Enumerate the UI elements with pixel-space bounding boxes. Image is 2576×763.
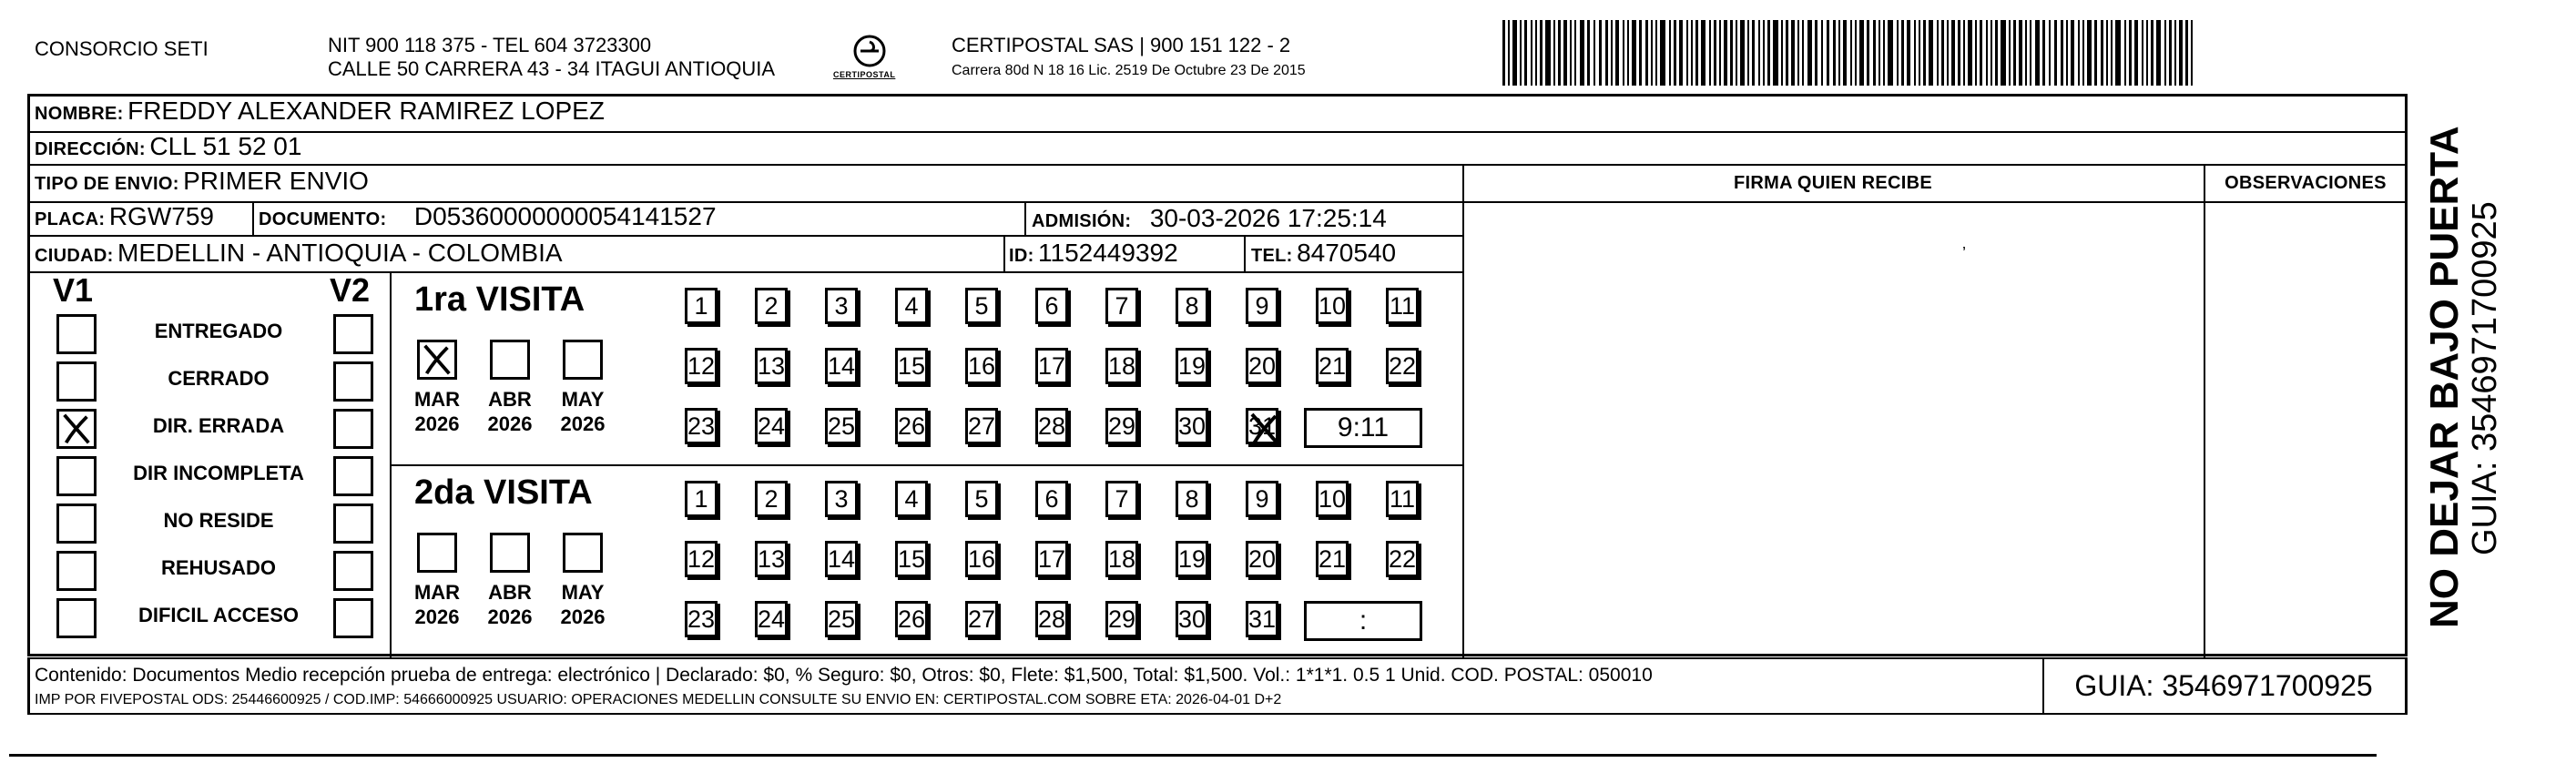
barcode-bar [2066, 20, 2068, 86]
barcode-bar [1520, 20, 1522, 86]
first-visit-day-box[interactable]: 31 [1246, 408, 1278, 444]
first-visit-year-label: 2026 [414, 412, 460, 435]
barcode-bar [1986, 20, 1988, 86]
barcode-bar [1679, 20, 1683, 86]
footer-content-line: Contenido: Documentos Medio recepción prueba de entrega: electrónico | Declarado: $0, % Seguro: $0, Otros: $0, Flete: $1,500, Total: $1,500. Vol.: 1*1*1. 0.5 1 Unid. COD. POSTAL: 050010 [35, 665, 1653, 686]
barcode-bar [1611, 20, 1613, 86]
barcode-bar [1740, 20, 1745, 86]
barcode-bar [2019, 20, 2022, 86]
tel-value: 8470540 [1297, 239, 1397, 267]
barcode-bar [1714, 20, 1716, 86]
second-visit-day-box[interactable]: 29 [1105, 601, 1138, 637]
barcode-bar [1623, 20, 1624, 86]
barcode-bar [1888, 20, 1893, 86]
first-visit-day-box[interactable]: 21 [1316, 348, 1349, 384]
barcode-bar [1838, 20, 1840, 86]
barcode-bar [1627, 20, 1629, 86]
barcode-bar [1660, 20, 1665, 86]
barcode-bar [1791, 20, 1795, 86]
nombre-label: NOMBRE: [35, 104, 124, 124]
barcode-bar [2185, 20, 2188, 86]
barcode-bar [1651, 20, 1653, 86]
status-label: CERRADO [168, 367, 270, 390]
second-visit-day-box[interactable]: 15 [895, 541, 928, 577]
nombre-value: FREDDY ALEXANDER RAMIREZ LOPEZ [127, 97, 605, 125]
tipo-envio-label: TIPO DE ENVIO: [35, 174, 179, 194]
placa-field [35, 202, 214, 231]
barcode-bar [1919, 20, 1920, 86]
second-visit-month-label: MAY [561, 581, 605, 604]
barcode-bar [2106, 20, 2108, 86]
status-label: DIR. ERRADA [152, 414, 285, 437]
second-visit-day-box[interactable]: 21 [1316, 541, 1349, 577]
barcode-bar [2061, 20, 2063, 86]
first-visit-day-box[interactable]: 5 [965, 288, 998, 324]
second-visit-day-box[interactable]: 1 [685, 481, 718, 517]
second-visit-title: 2da VISITA [414, 473, 593, 512]
second-visit-month-label: MAR [413, 581, 461, 604]
first-visit-day-box[interactable]: 7 [1105, 288, 1138, 324]
first-visit-day-box[interactable]: 25 [825, 408, 858, 444]
v1-checkbox[interactable] [56, 361, 97, 402]
admision-field [1032, 204, 1387, 233]
barcode-bar [1995, 20, 1998, 86]
first-visit-year-label: 2026 [487, 412, 533, 435]
ciudad-row [35, 239, 563, 268]
barcode-bar [1580, 20, 1584, 86]
barcode [1502, 20, 2204, 86]
second-visit-day-box[interactable]: 25 [825, 601, 858, 637]
barcode-bar [2134, 20, 2138, 86]
first-visit-day-mark-icon [1247, 409, 1283, 449]
v1-checkbox[interactable] [56, 409, 97, 449]
barcode-bar [1701, 20, 1705, 86]
barcode-bar [1951, 20, 1955, 86]
barcode-bar [1535, 20, 1537, 86]
barcode-bar [2124, 20, 2126, 86]
barcode-bar [2179, 20, 2183, 86]
second-visit-month-label: ABR [488, 581, 532, 604]
first-visit-day-box[interactable]: 23 [685, 408, 718, 444]
barcode-bar [2111, 20, 2113, 86]
barcode-bar [2169, 20, 2172, 86]
v2-header: V2 [330, 271, 371, 309]
barcode-bar [1615, 20, 1619, 86]
certipostal-line: CERTIPOSTAL SAS | 900 151 122 - 2 [952, 34, 1291, 56]
barcode-bar [1963, 20, 1965, 86]
barcode-bar [1736, 20, 1737, 86]
first-visit-day-box[interactable]: 3 [825, 288, 858, 324]
barcode-bar [1605, 20, 1608, 86]
second-visit-month-checkbox[interactable] [417, 533, 457, 573]
id-field [1009, 239, 1178, 268]
barcode-bar [2009, 20, 2011, 86]
barcode-bar [1758, 20, 1760, 86]
barcode-bar [1947, 20, 1949, 86]
license-line: Carrera 80d N 18 16 Lic. 2519 De Octubre 23 De 2015 [952, 63, 1306, 78]
first-visit-day-box[interactable]: 13 [755, 348, 788, 384]
barcode-bar [1645, 20, 1648, 86]
barcode-bar [2001, 20, 2006, 86]
second-visit-day-box[interactable]: 14 [825, 541, 858, 577]
second-visit-year-label: 2026 [414, 605, 460, 628]
v2-checkbox[interactable] [333, 361, 373, 402]
first-visit-day-box[interactable]: 22 [1386, 348, 1419, 384]
barcode-bar [1879, 20, 1880, 86]
barcode-bar [2156, 20, 2161, 86]
barcode-bar [1730, 20, 1733, 86]
barcode-bar [1553, 20, 1555, 86]
barcode-bar [2013, 20, 2016, 86]
barcode-bar [1859, 20, 1864, 86]
second-visit-day-box[interactable]: 27 [965, 601, 998, 637]
direccion-value: CLL 51 52 01 [149, 132, 302, 160]
barcode-bar [1815, 20, 1817, 86]
v2-checkbox[interactable] [333, 504, 373, 544]
barcode-bar [1867, 20, 1869, 86]
barcode-bar [1587, 20, 1590, 86]
first-visit-year-label: 2026 [560, 412, 606, 435]
barcode-bar [1632, 20, 1636, 86]
barcode-bar [1674, 20, 1676, 86]
side-guia: GUIA: 3546971700925 [2466, 201, 2504, 555]
second-visit-day-box[interactable]: 12 [685, 541, 718, 577]
v1-header: V1 [53, 271, 94, 309]
no-dejar-bajo-puerta: NO DEJAR BAJO PUERTA [2422, 126, 2467, 628]
first-visit-day-box[interactable]: 1 [685, 288, 718, 324]
barcode-bar [1570, 20, 1572, 86]
barcode-bar [1975, 20, 1977, 86]
id-value: 1152449392 [1038, 239, 1178, 267]
barcode-bar [1540, 20, 1543, 86]
second-visit-day-box[interactable]: 24 [755, 601, 788, 637]
barcode-bar [2049, 20, 2051, 86]
placa-value: RGW759 [108, 202, 214, 230]
certipostal-logo-icon [851, 33, 888, 69]
first-visit-day-box[interactable]: 16 [965, 348, 998, 384]
second-visit-day-box[interactable]: 18 [1105, 541, 1138, 577]
first-visit-time-box[interactable]: 9:11 [1304, 408, 1422, 448]
second-visit-day-box[interactable]: 30 [1176, 601, 1208, 637]
logo-caption: CERTIPOSTAL [833, 70, 896, 79]
v1-checkbox[interactable] [56, 598, 97, 638]
first-visit-day-box[interactable]: 14 [825, 348, 858, 384]
tel-label: TEL: [1251, 246, 1293, 266]
v2-checkbox[interactable] [333, 314, 373, 354]
v2-checkbox[interactable] [333, 598, 373, 638]
barcode-bar [2025, 20, 2027, 86]
second-visit-day-box[interactable]: 17 [1035, 541, 1068, 577]
documento-label: DOCUMENTO: [259, 209, 387, 229]
barcode-bar [1883, 20, 1885, 86]
barcode-bar [1593, 20, 1595, 86]
first-visit-day-box[interactable]: 4 [895, 288, 928, 324]
barcode-bar [2129, 20, 2132, 86]
first-visit-day-box[interactable]: 27 [965, 408, 998, 444]
first-visit-day-box[interactable]: 28 [1035, 408, 1068, 444]
first-visit-day-box[interactable]: 12 [685, 348, 718, 384]
documento-field [259, 202, 717, 231]
barcode-bar [2146, 20, 2148, 86]
company-name: CONSORCIO SETI [35, 37, 209, 60]
barcode-bar [1574, 20, 1576, 86]
barcode-bar [1873, 20, 1876, 86]
first-visit-title: 1ra VISITA [414, 280, 585, 319]
placa-label: PLACA: [35, 209, 106, 229]
barcode-bar [1941, 20, 1944, 86]
first-visit-day-box[interactable]: 17 [1035, 348, 1068, 384]
barcode-bar [1773, 20, 1778, 86]
status-label: NO RESIDE [163, 509, 274, 532]
barcode-bar [1958, 20, 1960, 86]
barcode-bar [1719, 20, 1721, 86]
second-visit-year-label: 2026 [560, 605, 606, 628]
v2-checkbox[interactable] [333, 409, 373, 449]
first-visit-day-box[interactable]: 2 [755, 288, 788, 324]
first-visit-day-box[interactable]: 24 [755, 408, 788, 444]
second-visit-day-box[interactable]: 16 [965, 541, 998, 577]
first-visit-month-label: MAY [561, 388, 605, 411]
footer-imp-line: IMP POR FIVEPOSTAL ODS: 25446600925 / COD.IMP: 54666000925 USUARIO: OPERACIONES MEDELLIN CONSULTE SU ENVIO EN: CERTIPOSTAL.COM SOBRE ETA: 2026-04-01 D+2 [35, 692, 1282, 707]
barcode-bar [1937, 20, 1939, 86]
first-visit-month-label: ABR [488, 388, 532, 411]
barcode-bar [1850, 20, 1852, 86]
v2-checkbox[interactable] [333, 456, 373, 496]
barcode-bar [1797, 20, 1799, 86]
ciudad-value: MEDELLIN - ANTIOQUIA - COLOMBIA [117, 239, 563, 267]
barcode-bar [2054, 20, 2057, 86]
barcode-bar [1968, 20, 1972, 86]
barcode-bar [1691, 20, 1693, 86]
barcode-bar [1508, 20, 1510, 86]
barcode-bar [2094, 20, 2097, 86]
barcode-bar [1599, 20, 1602, 86]
direccion-row [35, 132, 301, 161]
barcode-bar [1767, 20, 1770, 86]
v1-checkbox[interactable] [56, 314, 97, 354]
first-visit-month-checkbox[interactable] [417, 340, 457, 380]
barcode-bar [1901, 20, 1904, 86]
barcode-bar [1923, 20, 1926, 86]
barcode-bar [1695, 20, 1698, 86]
barcode-bar [1763, 20, 1765, 86]
admision-label: ADMISIÓN: [1032, 211, 1132, 231]
second-visit-day-box[interactable]: 7 [1105, 481, 1138, 517]
barcode-bar [1807, 20, 1812, 86]
barcode-bar [1669, 20, 1671, 86]
first-visit-day-box[interactable]: 9 [1246, 288, 1278, 324]
second-visit-day-box[interactable]: 28 [1035, 601, 1068, 637]
second-visit-day-box[interactable]: 6 [1035, 481, 1068, 517]
barcode-bar [1512, 20, 1517, 86]
first-visit-day-box[interactable]: 15 [895, 348, 928, 384]
barcode-bar [1558, 20, 1561, 86]
direccion-label: DIRECCIÓN: [35, 139, 146, 159]
second-visit-day-box[interactable]: 10 [1316, 481, 1349, 517]
second-visit-day-box[interactable]: 26 [895, 601, 928, 637]
id-label: ID: [1009, 246, 1034, 266]
barcode-bar [2078, 20, 2080, 86]
first-visit-day-box[interactable]: 26 [895, 408, 928, 444]
barcode-bar [1639, 20, 1642, 86]
second-visit-day-box[interactable]: 19 [1176, 541, 1208, 577]
tipo-envio-value: PRIMER ENVIO [183, 167, 369, 195]
nombre-row [35, 97, 605, 126]
footer-guia: GUIA: 3546971700925 [2074, 669, 2373, 702]
barcode-bar [1833, 20, 1836, 86]
status-label: DIFICIL ACCESO [137, 604, 299, 626]
tipo-envio-row [35, 167, 369, 196]
barcode-bar [1747, 20, 1749, 86]
documento-value: D05360000000054141527 [413, 202, 717, 230]
barcode-bar [2174, 20, 2176, 86]
v1-checkbox[interactable] [56, 456, 97, 496]
barcode-bar [1655, 20, 1657, 86]
second-visit-day-box[interactable]: 3 [825, 481, 858, 517]
v1-checkbox[interactable] [56, 504, 97, 544]
second-visit-day-box[interactable]: 23 [685, 601, 718, 637]
v1-checkbox[interactable] [56, 551, 97, 591]
second-visit-year-label: 2026 [487, 605, 533, 628]
second-visit-day-box[interactable]: 31 [1246, 601, 1278, 637]
first-visit-month-label: MAR [413, 388, 461, 411]
barcode-bar [2164, 20, 2166, 86]
barcode-bar [1786, 20, 1788, 86]
barcode-bar [1929, 20, 1933, 86]
first-visit-day-box[interactable]: 18 [1105, 348, 1138, 384]
barcode-bar [2082, 20, 2084, 86]
barcode-bar [2115, 20, 2121, 86]
barcode-bar [1563, 20, 1567, 86]
barcode-bar [1524, 20, 1527, 86]
first-visit-day-box[interactable]: 20 [1246, 348, 1278, 384]
first-visit-month-checkbox[interactable] [490, 340, 530, 380]
tel-field [1251, 239, 1396, 268]
second-visit-day-box[interactable]: 2 [755, 481, 788, 517]
second-visit-month-checkbox[interactable] [490, 533, 530, 573]
status-label: DIR INCOMPLETA [133, 462, 304, 484]
first-visit-day-box[interactable]: 10 [1316, 288, 1349, 324]
barcode-bar [1752, 20, 1755, 86]
second-visit-day-box[interactable]: 20 [1246, 541, 1278, 577]
v2-checkbox[interactable] [333, 551, 373, 591]
barcode-bar [2087, 20, 2092, 86]
first-visit-day-box[interactable]: 8 [1176, 288, 1208, 324]
barcode-bar [1545, 20, 1551, 86]
observaciones-header: OBSERVACIONES [2225, 173, 2387, 193]
barcode-bar [1897, 20, 1899, 86]
second-visit-day-box[interactable]: 22 [1386, 541, 1419, 577]
barcode-bar [1531, 20, 1532, 86]
barcode-bar [1821, 20, 1823, 86]
first-visit-day-box[interactable]: 19 [1176, 348, 1208, 384]
firma-header: FIRMA QUIEN RECIBE [1734, 173, 1932, 193]
barcode-bar [2191, 20, 2193, 86]
second-visit-time-box[interactable]: : [1304, 601, 1422, 641]
nit-line: NIT 900 118 375 - TEL 604 3723300 [328, 34, 652, 56]
barcode-bar [1980, 20, 1982, 86]
admision-value: 30-03-2026 17:25:14 [1149, 204, 1387, 232]
second-visit-month-checkbox[interactable] [563, 533, 603, 573]
second-visit-day-box[interactable]: 8 [1176, 481, 1208, 517]
barcode-bar [2071, 20, 2074, 86]
status-label: REHUSADO [161, 556, 276, 579]
barcode-bar [1855, 20, 1857, 86]
second-visit-day-box[interactable]: 13 [755, 541, 788, 577]
barcode-bar [2035, 20, 2040, 86]
barcode-bar [1802, 20, 1804, 86]
barcode-bar [1843, 20, 1847, 86]
barcode-bar [1907, 20, 1910, 86]
barcode-bar [1502, 20, 1505, 86]
barcode-bar [1686, 20, 1688, 86]
barcode-bar [1827, 20, 1829, 86]
barcode-bar [2101, 20, 2103, 86]
first-visit-day-box[interactable]: 30 [1176, 408, 1208, 444]
first-visit-month-checkbox[interactable] [563, 340, 603, 380]
second-visit-day-box[interactable]: 4 [895, 481, 928, 517]
barcode-bar [2151, 20, 2153, 86]
barcode-bar [2142, 20, 2143, 86]
first-visit-day-box[interactable]: 11 [1386, 288, 1419, 324]
barcode-bar [2042, 20, 2045, 86]
barcode-bar [1781, 20, 1783, 86]
barcode-bar [1709, 20, 1711, 86]
first-visit-day-box[interactable]: 29 [1105, 408, 1138, 444]
barcode-bar [2030, 20, 2031, 86]
first-visit-day-box[interactable]: 6 [1035, 288, 1068, 324]
ciudad-label: CIUDAD: [35, 246, 114, 266]
barcode-bar [1914, 20, 1916, 86]
status-label: ENTREGADO [154, 320, 283, 342]
second-visit-day-box[interactable]: 9 [1246, 481, 1278, 517]
second-visit-day-box[interactable]: 5 [965, 481, 998, 517]
address-line: CALLE 50 CARRERA 43 - 34 ITAGUI ANTIOQUIA [328, 57, 776, 80]
second-visit-day-box[interactable]: 11 [1386, 481, 1419, 517]
barcode-bar [1724, 20, 1727, 86]
barcode-bar [1991, 20, 1992, 86]
